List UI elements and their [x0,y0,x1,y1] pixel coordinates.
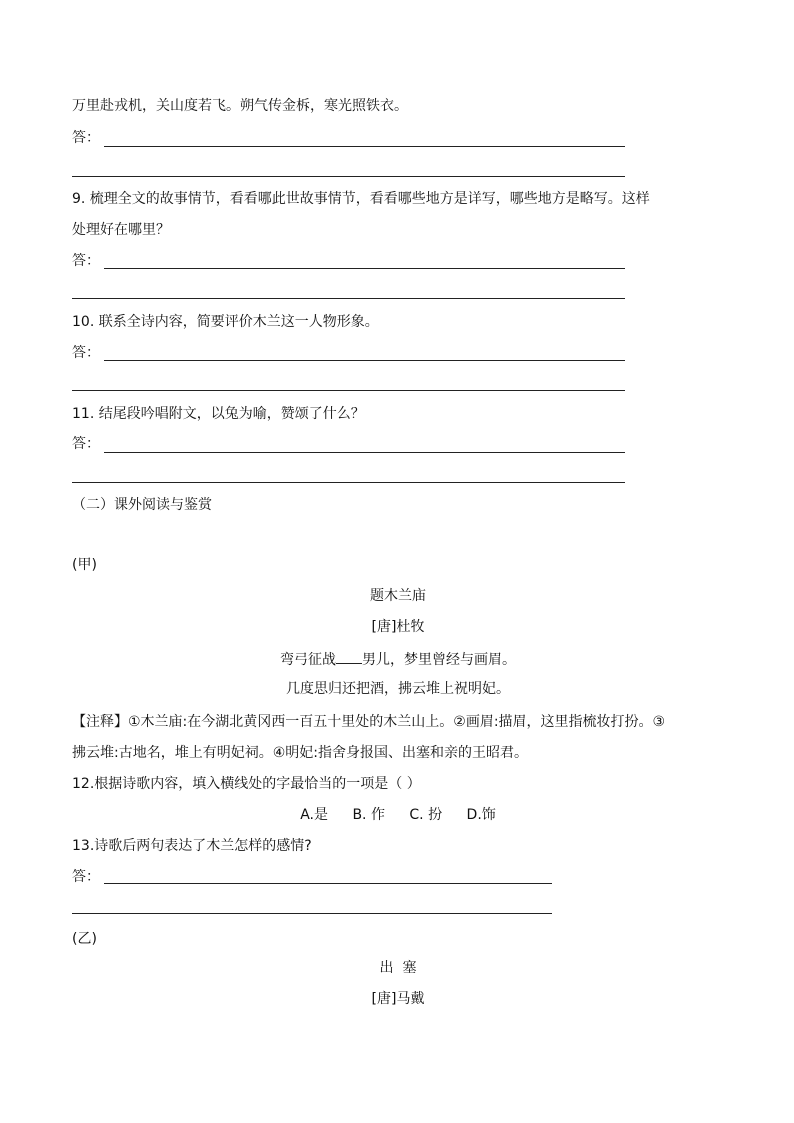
poem-line-2: 几度思归还把酒，拂云堆上祝明妃。 [286,681,510,697]
answer-label: 答： [72,130,100,146]
poem-line-1-end: 男儿，梦里曾经与画眉。 [362,652,516,668]
answer-label: 答： [72,345,100,361]
section-heading: （二）课外阅读与鉴赏 [72,497,212,513]
answer-line [104,268,625,269]
option-b: B. 作 [352,807,385,823]
poem-line-1-start: 弯弓征战 [280,652,336,668]
answer-line [104,883,552,884]
answer-line [104,452,625,453]
answer-line [72,390,625,391]
question-10: 10. 联系全诗内容，简要评价木兰这一人物形象。 [72,314,379,330]
answer-line [72,913,552,914]
poem-title: 题木兰庙 [370,588,426,604]
option-c: C. 扮 [409,807,443,823]
fill-in-blank [336,649,362,664]
poem-title: 出 塞 [379,960,417,976]
poem-excerpt-line: 万里赴戎机，关山度若飞。朔气传金柝，寒光照铁衣。 [72,98,408,114]
poem-author: [唐]杜牧 [371,619,425,635]
question-13: 13.诗歌后两句表达了木兰怎样的感情? [72,838,312,854]
answer-line [72,482,625,483]
answer-line [72,176,625,177]
answer-label: 答： [72,436,100,452]
poem-author: [唐]马戴 [371,991,425,1007]
answer-label: 答： [72,869,100,885]
answer-line [104,146,625,147]
note-line-2: 拂云堆:古地名，堆上有明妃祠。④明妃:指舍身报国、出塞和亲的王昭君。 [72,745,528,761]
question-12: 12.根据诗歌内容，填入横线处的字最恰当的一项是（ ） [72,776,421,792]
option-a: A.是 [300,807,328,823]
question-9-line2: 处理好在哪里？ [72,222,170,238]
answer-line [72,298,625,299]
poem-line-1 [72,649,724,669]
passage-label-jia: (甲) [72,557,97,573]
question-12-options [72,806,724,824]
answer-line [104,360,625,361]
question-11: 11. 结尾段吟唱附文，以兔为喻，赞颂了什么？ [72,406,365,422]
option-d: D.饰 [466,807,496,823]
note-line-1: 【注释】①木兰庙:在今湖北黄冈西一百五十里处的木兰山上。②画眉:描眉，这里指梳妆打扮。③ [72,714,666,730]
passage-label-yi: (乙) [72,931,97,947]
answer-label: 答： [72,253,100,269]
question-9-line1: 9. 梳理全文的故事情节，看看哪此世故事情节，看看哪些地方是详写，哪些地方是略写。这样 [72,191,650,207]
